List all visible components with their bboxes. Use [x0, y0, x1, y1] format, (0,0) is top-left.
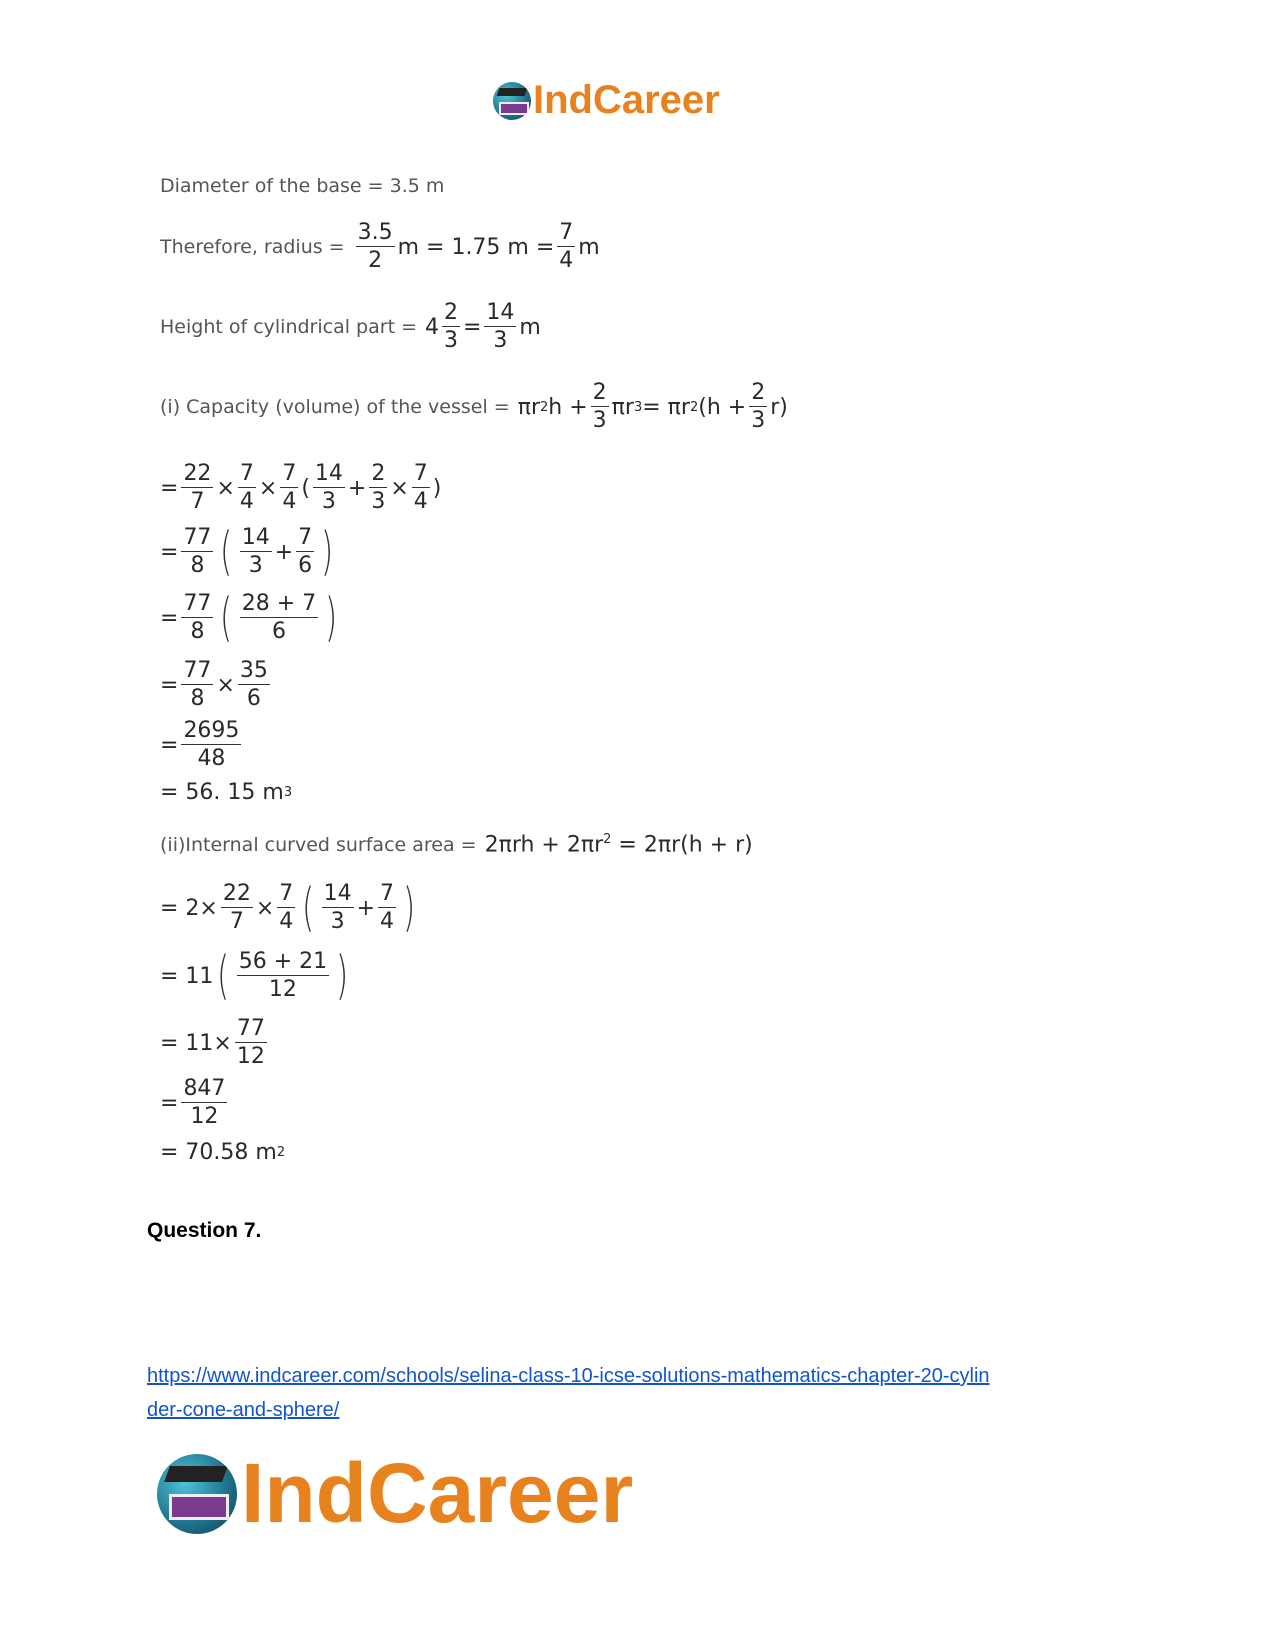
book-cap-icon: [493, 82, 531, 120]
csa-step-2: = 11 ( $\frac{56 + 21}{12}$ ): [160, 946, 349, 1006]
source-link[interactable]: [147, 1359, 990, 1427]
capacity-line: [160, 382, 788, 432]
csa-step-4: = $\frac{847}{12}$: [160, 1076, 226, 1129]
csa-result-text: = 70.58 m: [160, 1140, 277, 1165]
csa-step-3: = 11× $\frac{77}{12}$: [160, 1016, 265, 1069]
capacity-label: (i) Capacity (volume) of the vessel =: [160, 396, 510, 418]
volume-step-3: = $\frac{77}{8}$ ( $\frac{28 + 7}{6}$ ): [160, 588, 338, 648]
volume-step-1: = $\frac{22}{7}$ × $\frac{7}{4}$ × $\frac{7}{4}$ ( $\frac{14}{3}$ + $\frac{2}{3}$ × $\frac{7}{4}$ ): [160, 461, 442, 514]
question-heading: Question 7.: [147, 1219, 262, 1242]
volume-step-5: = $\frac{2695}{48}$: [160, 718, 240, 771]
volume-step-2: = $\frac{77}{8}$ ( $\frac{14}{3}$ + $\frac{7}{6}$ ): [160, 522, 334, 582]
diameter-line: Diameter of the base = 3.5 m: [160, 175, 445, 197]
radius-expression: $\frac{3.5}{2}$ m = 1.75 m = $\frac{7}{4}$ m: [357, 220, 600, 273]
csa-label: (ii)Internal curved surface area =: [160, 833, 477, 856]
csa-result: = 70.58 m 2: [160, 1140, 286, 1165]
csa-line: [160, 832, 753, 857]
book-cap-icon: [157, 1454, 237, 1534]
volume-result-text: = 56. 15 m: [160, 780, 284, 805]
csa-step-1: = 2× $\frac{22}{7}$ × $\frac{7}{4}$ ( $\frac{14}{3}$ + $\frac{7}{4}$ ): [160, 878, 416, 938]
height-label: Height of cylindrical part =: [160, 316, 417, 338]
capacity-expression: πr 2 h + $\frac{2}{3}$ πr 3 = πr 2 (h + $\frac{2}{3}$ r): [517, 380, 788, 433]
logo-text: IndCareer: [241, 1446, 634, 1540]
volume-result: = 56. 15 m 3: [160, 780, 293, 805]
header-logo: [493, 78, 720, 123]
volume-step-4: = $\frac{77}{8}$ × $\frac{35}{6}$: [160, 658, 268, 711]
csa-expression: $2\pi rh + 2\pi r^2 = 2\pi r(h + r)$: [484, 832, 753, 858]
height-line: [160, 302, 541, 352]
radius-label: Therefore, radius =: [160, 236, 345, 258]
footer-logo: [157, 1445, 633, 1542]
source-link-line2: der-cone-and-sphere/: [147, 1399, 340, 1421]
radius-line: [160, 222, 600, 272]
logo-text: IndCareer: [533, 78, 720, 122]
source-link-line1: https://www.indcareer.com/schools/selina-class-10-icse-solutions-mathematics-chapter-20-cylin: [147, 1365, 990, 1387]
height-expression: 4 $\frac{2}{3}$ = $\frac{14}{3}$ m: [424, 300, 541, 353]
